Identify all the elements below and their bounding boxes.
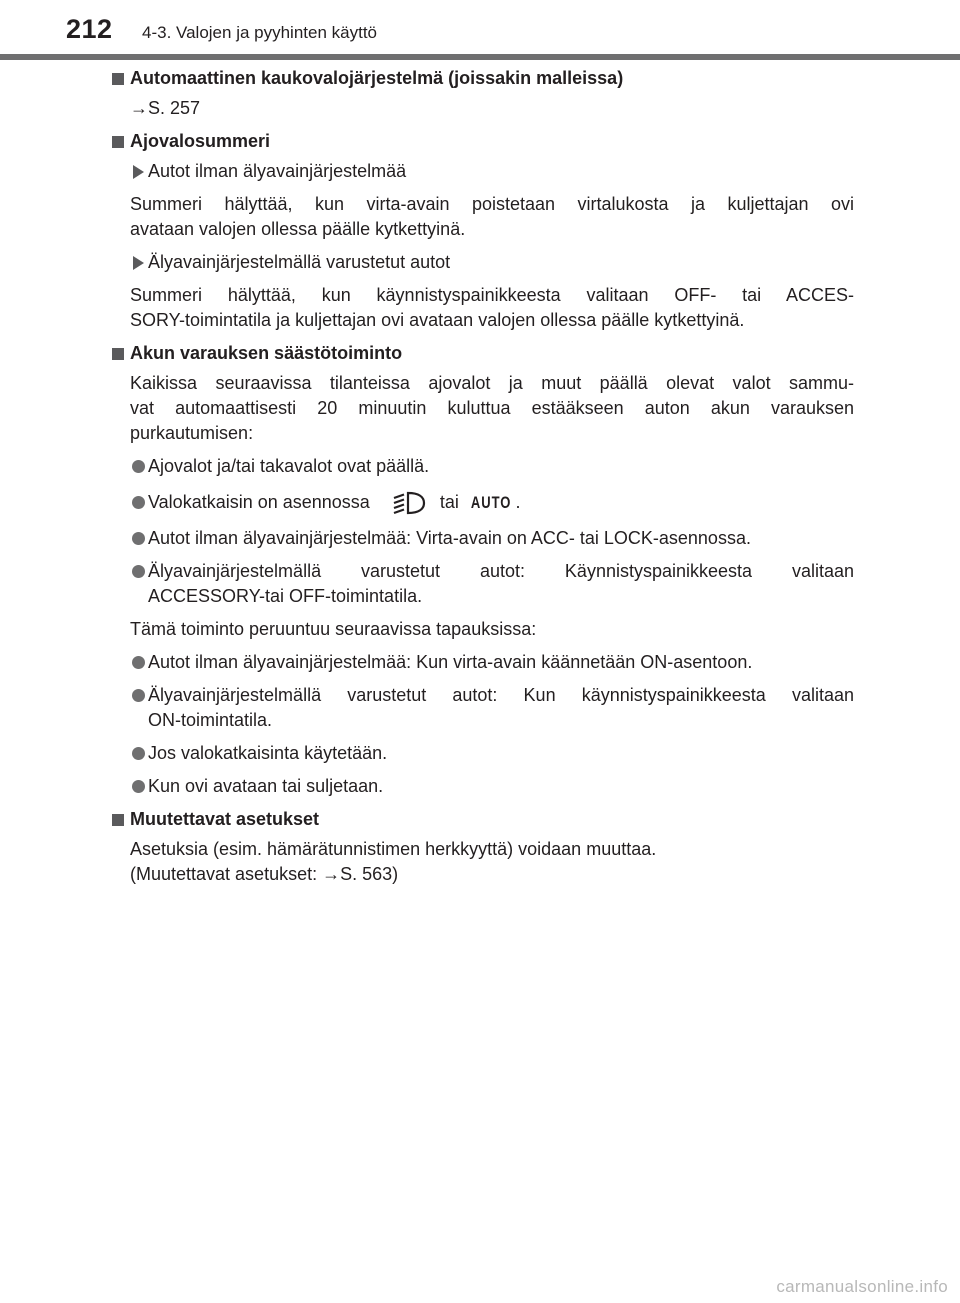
triangle-arrow-icon (133, 165, 144, 179)
subheading-smart-key: Älyavainjärjestelmällä varustetut autot (112, 250, 854, 275)
page-reference-257[interactable]: →S. 257 (130, 98, 201, 118)
paragraph-line: Summeri hälyttää, kun käynnistyspainikkeesta valitaan OFF- tai ACCES- (130, 285, 854, 305)
triangle-arrow-icon (133, 256, 144, 270)
section-heading-buzzer: Ajovalosummeri (112, 129, 854, 154)
condition-item: Älyavainjärjestelmällä varustetut autot: Käynnistyspainikkeesta valitaan (112, 559, 854, 584)
condition-item: Autot ilman älyavainjärjestelmää: Virta-avain on ACC- tai LOCK-asennossa. (112, 526, 854, 551)
watermark: carmanualsonline.info (776, 1277, 948, 1296)
page-number: 212 (66, 14, 113, 44)
section-heading-auto-high-beam: Automaattinen kaukovalojärjestelmä (joissakin malleissa) (112, 66, 854, 91)
page-content (112, 66, 854, 887)
cancel-intro: Tämä toiminto peruuntuu seuraavissa tapauksissa: (130, 619, 537, 639)
cancellation-item-continuation: ON-toimintatila. (148, 710, 273, 730)
round-bullet-icon (132, 656, 145, 669)
condition-item: Ajovalot ja/tai takavalot ovat päällä. (112, 454, 854, 479)
cancellation-item: Kun ovi avataan tai suljetaan. (112, 774, 854, 799)
subheading-no-smart-key: Autot ilman älyavainjärjestelmää (112, 159, 854, 184)
square-bullet-icon (112, 136, 124, 148)
paragraph-line: purkautumisen: (130, 423, 254, 443)
page-reference-563[interactable]: (Muutettavat asetukset: →S. 563) (130, 864, 399, 884)
chapter-title: 4-3. Valojen ja pyyhinten käyttö (142, 23, 377, 42)
round-bullet-icon (132, 689, 145, 702)
cancellation-item: Autot ilman älyavainjärjestelmää: Kun virta-avain käännetään ON-asentoon. (112, 650, 854, 675)
round-bullet-icon (132, 747, 145, 760)
paragraph-line: vat automaattisesti 20 minuutin kuluttua estääkseen auton akun varauksen (130, 398, 854, 418)
paragraph-line: avataan valojen ollessa päälle kytkettyinä. (130, 219, 466, 239)
headlight-symbol-icon (392, 491, 426, 515)
paragraph-line: Asetuksia (esim. hämärätunnistimen herkkyyttä) voidaan muuttaa. (130, 839, 657, 859)
condition-item-continuation: ACCESSORY-tai OFF-toimintatila. (148, 586, 423, 606)
cancellation-item: Älyavainjärjestelmällä varustetut autot: Kun käynnistyspainikkeesta valitaan (112, 683, 854, 708)
round-bullet-icon (132, 565, 145, 578)
cancellation-item: Jos valokatkaisinta käytetään. (112, 741, 854, 766)
paragraph-line: Summeri hälyttää, kun virta-avain poistetaan virtalukosta ja kuljettajan ovi (130, 194, 854, 214)
paragraph-line: Kaikissa seuraavissa tilanteissa ajovalot ja muut päällä olevat valot sammu- (130, 373, 854, 393)
paragraph-line: SORY-toimintatila ja kuljettajan ovi avataan valojen ollessa päälle kytkettyinä. (130, 310, 745, 330)
auto-symbol-icon: AUTO (470, 493, 512, 512)
section-heading-customization: Muutettavat asetukset (112, 807, 854, 832)
square-bullet-icon (112, 73, 124, 85)
round-bullet-icon (132, 460, 145, 473)
section-heading-battery-saver: Akun varauksen säästötoiminto (112, 341, 854, 366)
round-bullet-icon (132, 780, 145, 793)
square-bullet-icon (112, 814, 124, 826)
square-bullet-icon (112, 348, 124, 360)
round-bullet-icon (132, 496, 145, 509)
header-rule (0, 54, 960, 60)
round-bullet-icon (132, 532, 145, 545)
condition-item: Valokatkaisin on asennossa tai AUTO . (112, 487, 854, 518)
